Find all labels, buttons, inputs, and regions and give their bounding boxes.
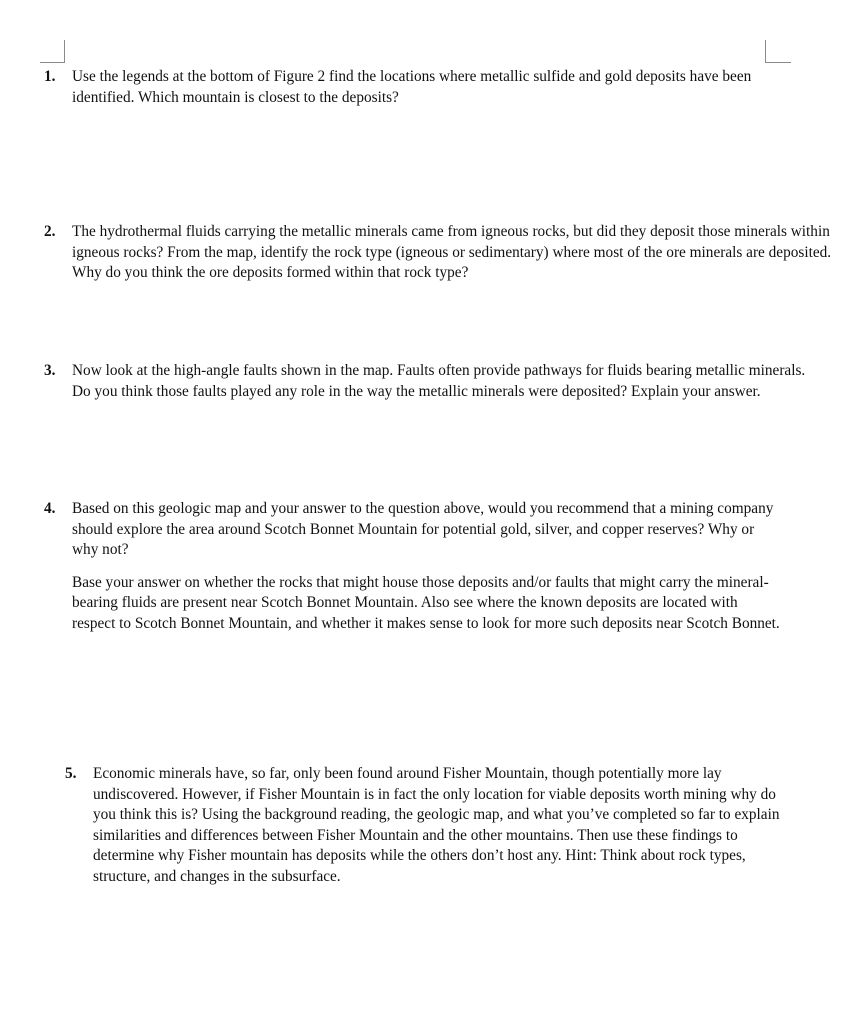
question-number: 2. bbox=[44, 223, 56, 240]
question-3 bbox=[44, 361, 814, 402]
question-number: 4. bbox=[44, 500, 56, 517]
question-text: Economic minerals have, so far, only been found around Fisher Mountain, though potentially more lay undiscovered. However, if Fisher Mountain is in fact the only location for viable deposits worth mining why do you think this is? Using the background reading, the geologic map, and what you’ve completed so far to explain similarities and differences between Fisher Mountain and the other mountains. Then use these findings to determine why Fisher mountain has deposits while the others don’t host any. Hint: Think about rock types, structure, and changes in the subsurface. bbox=[93, 765, 780, 885]
crop-mark-left-vertical bbox=[64, 40, 65, 62]
question-1 bbox=[44, 67, 784, 108]
question-5 bbox=[65, 764, 785, 887]
crop-mark-right-horizontal bbox=[765, 62, 791, 63]
crop-mark-left-horizontal bbox=[40, 62, 65, 63]
crop-mark-right-vertical bbox=[765, 40, 766, 62]
question-number: 1. bbox=[44, 68, 56, 85]
question-2 bbox=[44, 222, 834, 284]
question-text: Use the legends at the bottom of Figure 2 find the locations where metallic sulfide and gold deposits have been identified. Which mountain is closest to the deposits? bbox=[72, 68, 752, 106]
question-hint: Base your answer on whether the rocks that might house those deposits and/or faults that might carry the mineral-bearing fluids are present near Scotch Bonnet Mountain. Also see where the known deposits are located with respect to Scotch Bonnet Mountain, and whether it makes sense to look for more such deposits near Scotch Bonnet. bbox=[72, 573, 780, 632]
question-4 bbox=[44, 499, 784, 634]
question-number: 5. bbox=[65, 765, 77, 782]
question-text: The hydrothermal fluids carrying the metallic minerals came from igneous rocks, but did they deposit those minerals within igneous rocks? From the map, identify the rock type (igneous or sedimentary) where most of the ore minerals are deposited. Why do you think the ore deposits formed within that rock type? bbox=[72, 223, 832, 281]
question-number: 3. bbox=[44, 362, 56, 379]
question-text: Now look at the high-angle faults shown in the map. Faults often provide pathways for fluids bearing metallic minerals. Do you think those faults played any role in the way the metallic minerals were deposited? Explain your answer. bbox=[72, 362, 806, 400]
question-text: Based on this geologic map and your answer to the question above, would you recommend that a mining company should explore the area around Scotch Bonnet Mountain for potential gold, silver, and copper reserves? Why or why not? bbox=[72, 500, 774, 558]
